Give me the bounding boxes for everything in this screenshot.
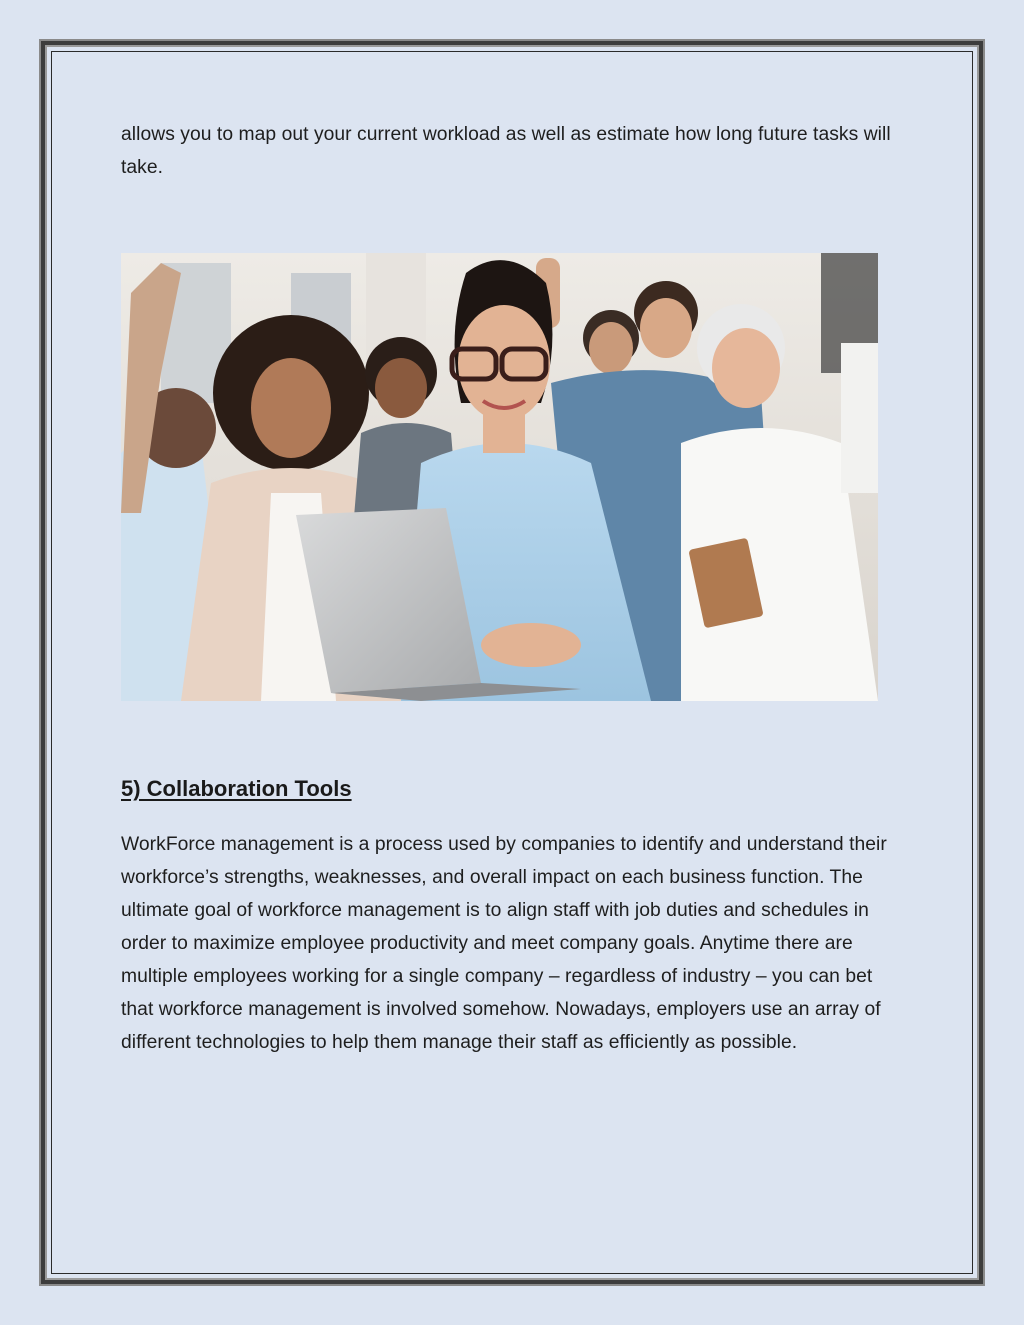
- team-photo: [121, 253, 878, 701]
- intro-paragraph: allows you to map out your current workload as well as estimate how long future tasks will take.: [121, 124, 891, 178]
- section-heading: 5) Collaboration Tools: [121, 776, 352, 801]
- section-body-paragraph: WorkForce management is a process used by companies to identify and understand their workforce’s strengths, weaknesses, and overall impact on each business function. The ultimate goal of workforce management is to align staff with job duties and schedules in order to maximize employee productivity and meet company goals. Anytime there are multiple employees working for a single company – regardless of industry – you can bet that workforce management is involved somehow. Nowadays, employers use an array of different technologies to help them manage their staff as efficiently as possible.: [121, 834, 887, 1053]
